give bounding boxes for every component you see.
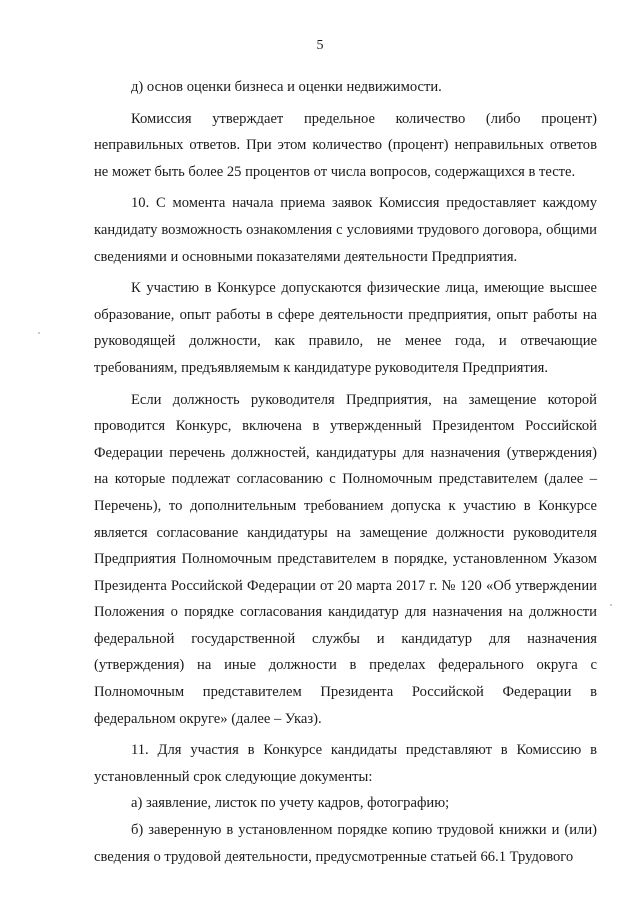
- paragraph-admission-requirements: К участию в Конкурсе допускаются физические лица, имеющие высшее образование, опыт работы в сфере деятельности предприятия, опыт работы на руководящей должности, как правило, не менее года, и отвечающие требованиям, предъявляемым к кандидатуре руководителя Предприятия.: [94, 280, 597, 376]
- paragraph-approval-condition: Если должность руководителя Предприятия, на замещение которой проводится Конкурс, включена в утвержденный Президентом Российской Федерации перечень должностей, кандидатуры для назначения (утверждения) на которые подлежат согласованию с Полномочным представителем (далее – Перечень), то дополнительным требованием допуска к участию в Конкурсе является согласование кандидатуры на замещение должности руководителя Предприятия Полномочным представителем в порядке, установленном Указом Президента Российской Федерации от 20 марта 2017 г. № 120 «Об утверждении Положения о порядке согласования кандидатур для назначения на должности федеральной государственной службы и кандидатур для назначения (утверждения) на иные должности в пределах федерального округа с Полномочным представителем Президента Российской Федерации в федеральном округе» (далее – Указ).: [94, 391, 597, 727]
- paragraph-10: 10. С момента начала приема заявок Комиссия предоставляет каждому кандидату возможность ознакомления с условиями трудового договора, общими сведениями и основными показателями деятельности Предприятия.: [94, 195, 597, 265]
- list-item-a: а) заявление, листок по учету кадров, фотографию;: [131, 795, 450, 812]
- document-body: [94, 74, 597, 870]
- paragraph-incorrect-answers: Комиссия утверждает предельное количество (либо процент) неправильных ответов. При этом количество (процент) неправильных ответов не может быть более 25 процентов от числа вопросов, содержащихся в тесте.: [94, 110, 597, 180]
- paragraph-11: 11. Для участия в Конкурсе кандидаты представляют в Комиссию в установленный срок следующие документы:: [94, 742, 597, 785]
- scan-speck: [610, 604, 612, 606]
- list-item-b: б) заверенную в установленном порядке копию трудовой книжки и (или) сведения о трудовой деятельности, предусмотренные статьей 66.1 Трудового: [94, 822, 597, 865]
- paragraph-item-d: д) основ оценки бизнеса и оценки недвижимости.: [131, 79, 442, 95]
- page-number: 5: [316, 38, 324, 53]
- scan-speck: [38, 332, 40, 334]
